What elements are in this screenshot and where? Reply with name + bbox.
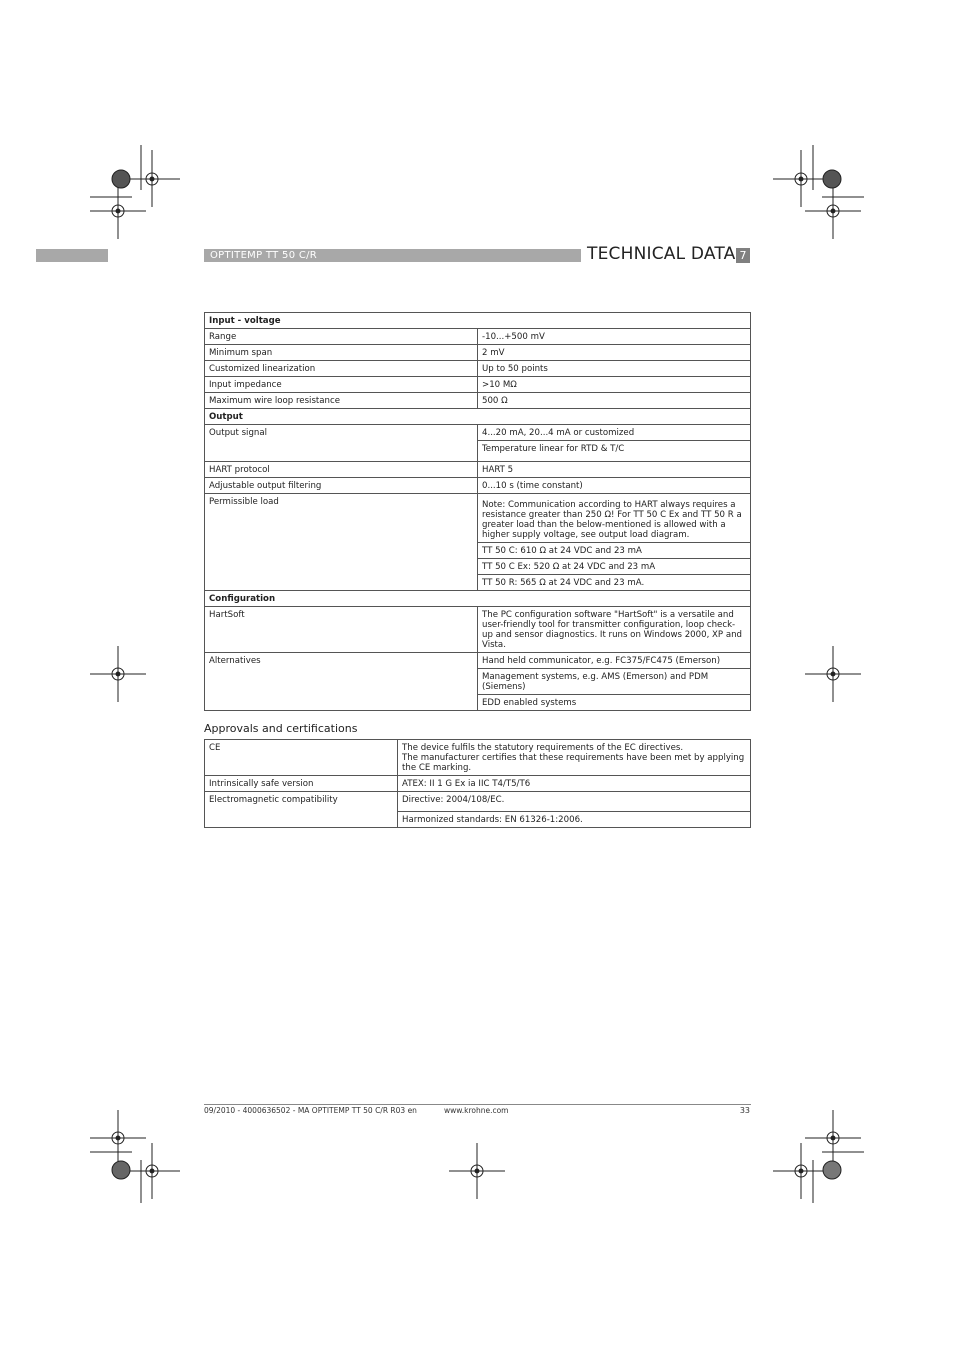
header-bar-left <box>36 249 108 262</box>
row-label: Electromagnetic compatibility <box>205 792 398 828</box>
crosshair-mark-top-left-1 <box>124 150 180 207</box>
crosshair-mark-bottom-right-2 <box>773 1143 829 1199</box>
crosshair-mark-bottom-left-2 <box>124 1143 180 1199</box>
header-chapter-number: 7 <box>736 248 750 263</box>
header-section-title: TECHNICAL DATA <box>587 244 736 264</box>
crosshair-mark-bottom-center <box>449 1143 505 1199</box>
row-value: ATEX: II 1 G Ex ia IIC T4/T5/T6 <box>398 776 751 792</box>
row-value: Temperature linear for RTD & T/C <box>478 441 751 462</box>
crosshair-mark-bottom-left-1 <box>90 1110 146 1166</box>
row-label: Output signal <box>205 425 478 462</box>
row-value: Management systems, e.g. AMS (Emerson) and PDM (Siemens) <box>478 669 751 695</box>
row-value: Note: Communication according to HART always requires a resistance greater than 250 Ω! For TT 50 C Ex and TT 50 R a greater load than the below-mentioned is allowed with a higher supply voltage, see output load diagram. <box>478 494 751 543</box>
row-label: Alternatives <box>205 653 478 711</box>
table-row <box>205 478 751 494</box>
approvals-table <box>204 739 751 828</box>
row-label: Range <box>205 329 478 345</box>
row-value: The device fulfils the statutory requirements of the EC directives. The manufacturer certifies that these requirements have been met by applying the CE marking. <box>398 740 751 776</box>
row-label: Permissible load <box>205 494 478 591</box>
row-label: HART protocol <box>205 462 478 478</box>
table-row <box>205 393 751 409</box>
row-value: -10...+500 mV <box>478 329 751 345</box>
row-value: >10 MΩ <box>478 377 751 393</box>
color-dot-bottom-right <box>823 1161 841 1179</box>
section-row-configuration <box>205 591 751 607</box>
row-value: 0...10 s (time constant) <box>478 478 751 494</box>
row-value: TT 50 R: 565 Ω at 24 VDC and 23 mA. <box>478 575 751 591</box>
crosshair-mark-top-left-2 <box>90 183 146 239</box>
table-row <box>205 345 751 361</box>
table-row <box>205 792 751 812</box>
section-title: Input - voltage <box>205 313 751 329</box>
header-product-name: OPTITEMP TT 50 C/R <box>210 250 318 261</box>
row-value: EDD enabled systems <box>478 695 751 711</box>
crosshair-mark-mid-right <box>805 646 861 702</box>
row-label: Maximum wire loop resistance <box>205 393 478 409</box>
color-dot-top-left <box>112 170 130 188</box>
approvals-heading: Approvals and certifications <box>204 722 358 735</box>
table-row <box>205 607 751 653</box>
row-value: Up to 50 points <box>478 361 751 377</box>
row-label: HartSoft <box>205 607 478 653</box>
row-label: CE <box>205 740 398 776</box>
table-row <box>205 776 751 792</box>
row-value: 4...20 mA, 20...4 mA or customized <box>478 425 751 441</box>
row-value: 2 mV <box>478 345 751 361</box>
row-value: 500 Ω <box>478 393 751 409</box>
footer-rule <box>204 1104 751 1105</box>
row-value: Hand held communicator, e.g. FC375/FC475 (Emerson) <box>478 653 751 669</box>
table-row <box>205 653 751 669</box>
table-row <box>205 361 751 377</box>
row-label: Minimum span <box>205 345 478 361</box>
color-dot-top-right <box>823 170 841 188</box>
spec-table <box>204 312 751 711</box>
table-row <box>205 462 751 478</box>
row-label: Input impedance <box>205 377 478 393</box>
crosshair-mark-mid-left <box>90 646 146 702</box>
crosshair-mark-top-right-2 <box>805 183 861 239</box>
row-value: HART 5 <box>478 462 751 478</box>
row-label: Customized linearization <box>205 361 478 377</box>
table-row <box>205 494 751 543</box>
row-value: The PC configuration software "HartSoft" is a versatile and user-friendly tool for transmitter configuration, loop check-up and sensor diagnostics. It runs on Windows 2000, XP and Vista. <box>478 607 751 653</box>
footer-page-number: 33 <box>739 1106 750 1115</box>
crosshair-mark-bottom-right-1 <box>805 1110 861 1166</box>
section-title: Output <box>205 409 751 425</box>
row-value: Directive: 2004/108/EC. <box>398 792 751 812</box>
row-value: Harmonized standards: EN 61326-1:2006. <box>398 812 751 828</box>
row-value: TT 50 C Ex: 520 Ω at 24 VDC and 23 mA <box>478 559 751 575</box>
section-row-output <box>205 409 751 425</box>
color-dot-bottom-left <box>112 1161 130 1179</box>
footer-website: www.krohne.com <box>444 1106 509 1115</box>
row-value: TT 50 C: 610 Ω at 24 VDC and 23 mA <box>478 543 751 559</box>
table-row <box>205 425 751 441</box>
section-row-input-voltage <box>205 313 751 329</box>
table-row <box>205 377 751 393</box>
row-label: Adjustable output filtering <box>205 478 478 494</box>
footer-document-id: 09/2010 - 4000636502 - MA OPTITEMP TT 50 C/R R03 en <box>204 1106 417 1115</box>
table-row <box>205 740 751 776</box>
section-title: Configuration <box>205 591 751 607</box>
row-label: Intrinsically safe version <box>205 776 398 792</box>
crosshair-mark-top-right-1 <box>773 150 829 207</box>
table-row <box>205 329 751 345</box>
